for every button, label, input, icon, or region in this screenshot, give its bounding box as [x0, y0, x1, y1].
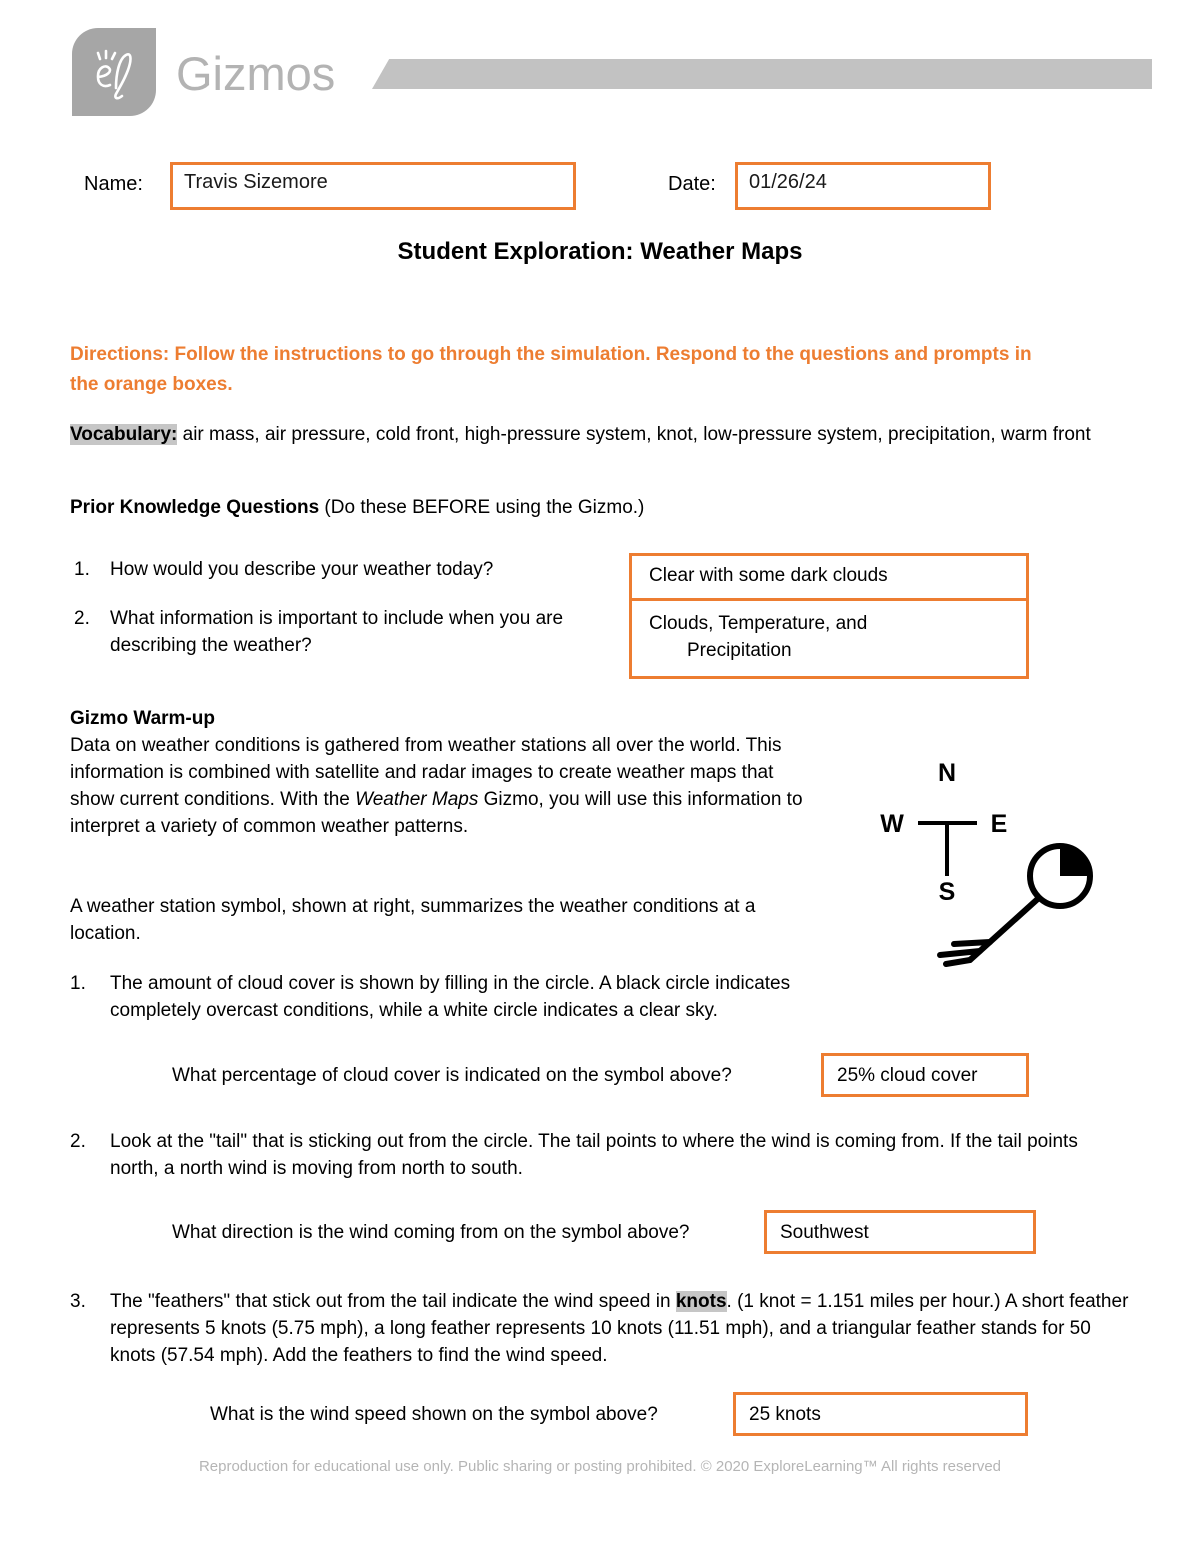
subquestion-3: What is the wind speed shown on the symbol above? [210, 1404, 658, 1425]
warmup-p1-part2: Gizmo, you will use this information to interpret a variety of common weather patterns. [70, 789, 803, 837]
subquestion-2: What direction is the wind coming from on the symbol above? [172, 1222, 690, 1243]
question-number: 1. [74, 559, 90, 580]
gizmos-el-logo-icon [72, 28, 156, 116]
numbered-item-2 [70, 1128, 1130, 1182]
vocabulary-line [70, 420, 1128, 449]
question-text: How would you describe your weather today? [110, 559, 494, 580]
item-text [70, 1288, 1130, 1369]
directions-text: Directions: Follow the instructions to go through the simulation. Respond to the questions and prompts in the orange boxes. [70, 344, 1032, 395]
date-input[interactable]: 01/26/24 [735, 162, 991, 210]
warmup-heading: Gizmo Warm-up [70, 708, 215, 729]
warmup-p1-part1: Data on weather conditions is gathered from weather stations all over the world. This information is combined with satellite and radar images to create weather maps that show current conditions. With the [70, 735, 782, 810]
list-item [70, 605, 630, 659]
subquestion-1: What percentage of cloud cover is indicated on the symbol above? [172, 1065, 732, 1086]
item-number: 2. [70, 1131, 86, 1152]
page-footer: Reproduction for educational use only. Public sharing or posting prohibited. © 2020 ExploreLearning™ All rights reserved [198, 1458, 1002, 1475]
answer-box-1[interactable]: 25% cloud cover [821, 1053, 1029, 1097]
answer-box-2[interactable]: Southwest [764, 1210, 1036, 1254]
prior-knowledge-answer-stack [629, 553, 1029, 679]
date-label: Date: [668, 173, 716, 195]
weather-figure [862, 748, 1112, 998]
answer-box-pk1[interactable]: Clear with some dark clouds [629, 553, 1029, 601]
page-title: Student Exploration: Weather Maps [397, 238, 803, 265]
answer-line-2: Precipitation [687, 640, 792, 661]
item3-text-part1: The "feathers" that stick out from the tail indicate the wind speed in [110, 1291, 676, 1312]
item-number: 1. [70, 973, 86, 994]
warmup-paragraph-2: A weather station symbol, shown at right, summarizes the weather conditions at a location. [70, 896, 756, 944]
item-text: The amount of cloud cover is shown by filling in the circle. A black circle indicates completely overcast conditions, while a white circle indicates a clear sky. [110, 973, 791, 1021]
svg-text:E: E [990, 810, 1008, 838]
item-number: 3. [70, 1291, 86, 1312]
page-header [72, 26, 1152, 122]
answer-box-3[interactable]: 25 knots [733, 1392, 1028, 1436]
vocabulary-label: Vocabulary: [70, 424, 178, 445]
prior-knowledge-heading-rest: (Do these BEFORE using the Gizmo.) [319, 497, 645, 518]
svg-text:W: W [880, 810, 904, 838]
weather-station-symbol-icon [940, 846, 1090, 964]
prior-knowledge-heading-bold: Prior Knowledge Questions [70, 497, 320, 518]
answer-box-pk2[interactable] [629, 601, 1029, 679]
warmup-paragraph-1 [70, 732, 810, 840]
warmup-p1-italic-title: Weather Maps [355, 789, 479, 810]
answer-line-1: Clouds, Temperature, and [649, 613, 868, 634]
name-label: Name: [84, 173, 143, 195]
vocabulary-terms: air mass, air pressure, cold front, high-pressure system, knot, low-pressure system, precipitation, warm front [177, 424, 1091, 445]
prior-knowledge-heading [70, 497, 644, 519]
name-date-row [84, 162, 1084, 210]
header-decorative-bar [372, 59, 1152, 89]
name-input[interactable]: Travis Sizemore [170, 162, 576, 210]
numbered-item-3 [70, 1288, 1130, 1369]
question-text: What information is important to include when you are describing the weather? [110, 608, 564, 656]
compass-rose-icon [880, 759, 1007, 906]
prior-knowledge-question-list [70, 556, 630, 681]
brand-wordmark: Gizmos [176, 47, 336, 100]
svg-text:S: S [938, 878, 956, 906]
item-text: Look at the "tail" that is sticking out from the circle. The tail points to where the wind is coming from. If the tail points north, a north wind is moving from north to south. [110, 1131, 1078, 1179]
item3-text-part2: . (1 knot = 1.151 miles per hour.) A short feather represents 5 knots (5.75 mph), a long feather represents 10 knots (11.51 mph), and a triangular feather stands for 50 knots (57.54 mph). Add the feathers to find the wind speed. [110, 1291, 1129, 1366]
svg-text:N: N [937, 759, 957, 787]
item3-highlight-knots: knots [675, 1291, 727, 1312]
list-item [70, 556, 630, 583]
numbered-item-1 [70, 970, 870, 1024]
question-number: 2. [74, 608, 90, 629]
